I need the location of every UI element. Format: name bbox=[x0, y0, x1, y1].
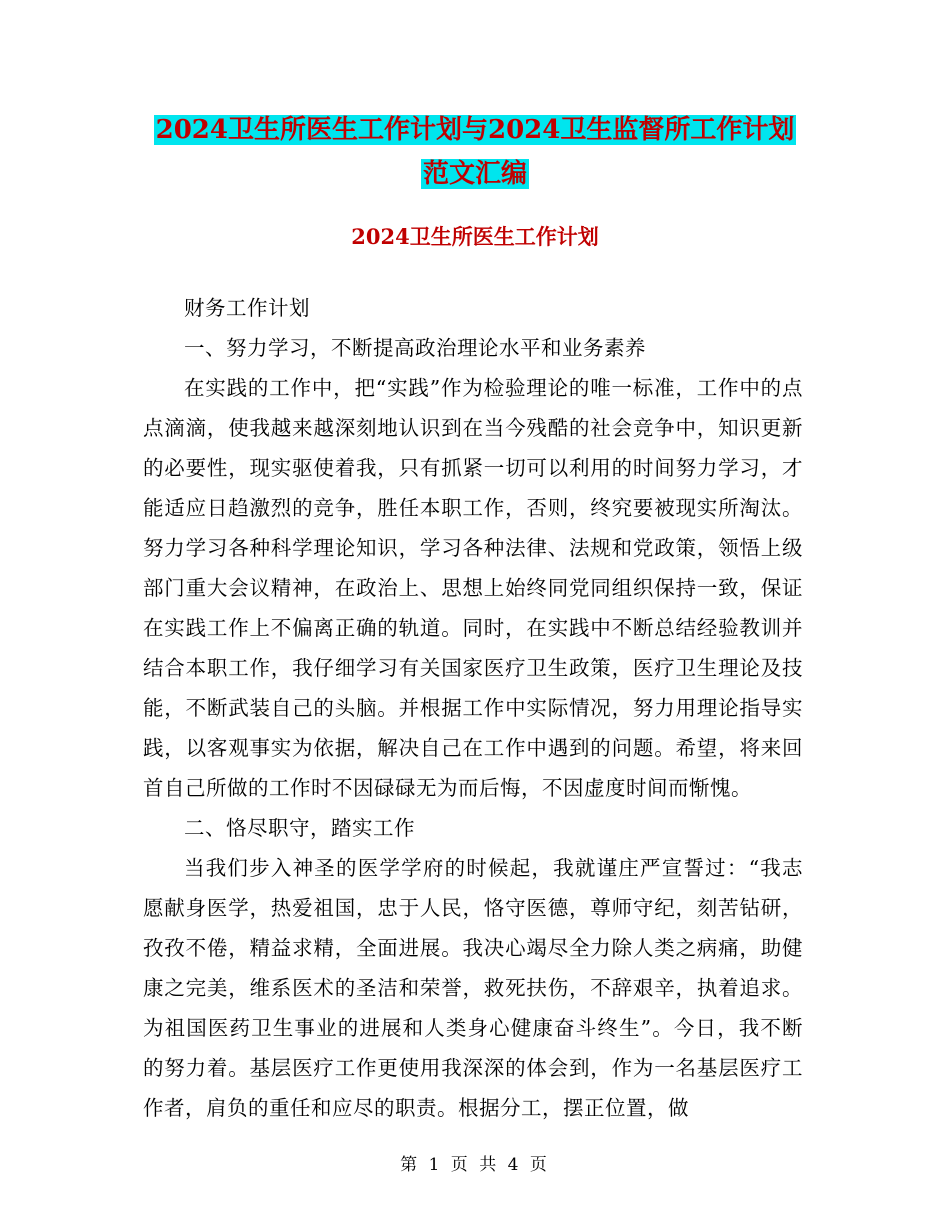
document-title-line-2 bbox=[0, 154, 950, 194]
paragraph: 一、努力学习，不断提高政治理论水平和业务素养 bbox=[184, 336, 646, 360]
paragraph: 在实践的工作中，把“实践”作为检验理论的唯一标准，工作中的点点滴滴，使我越来越深刻地认识到在当今残酷的社会竞争中，知识更新的必要性，现实驱使着我，只有抓紧一切可以利用的时间努力学习，才能适应日趋激烈的竞争，胜任本职工作，否则，终究要被现实所淘汰。努力学习各种科学理论知识，学习各种法律、法规和党政策，领悟上级部门重大会议精神，在政治上、思想上始终同党同组织保持一致，保证在实践工作上不偏离正确的轨道。同时，在实践中不断总结经验教训并结合本职工作，我仔细学习有关国家医疗卫生政策，医疗卫生理论及技能，不断武装自己的头脑。并根据工作中实际情况，努力用理论指导实践，以客观事实为依据，解决自己在工作中遇到的问题。希望，将来回首自己所做的工作时不因碌碌无为而后悔，不因虚度时间而惭愧。 bbox=[143, 376, 803, 800]
title-highlight: 2024卫生所医生工作计划与2024卫生监督所工作计划 bbox=[155, 115, 795, 145]
page-number-footer: 第 1 页 共 4 页 bbox=[400, 1155, 550, 1175]
paragraph: 当我们步入神圣的医学学府的时候起，我就谨庄严宣誓过：“我志愿献身医学，热爱祖国，忠于人民，恪守医德，尊师守纪，刻苦钻研，孜孜不倦，精益求精，全面进展。我决心竭尽全力除人类之病痛，助健康之完美，维系医术的圣洁和荣誉，救死扶伤，不辞艰辛，执着追求。为祖国医药卫生事业的进展和人类身心健康奋斗终生”。今日，我不断的努力着。基层医疗工作更使用我深深的体会到，作为一名基层医疗工作者，肩负的重任和应尽的职责。根据分工，摆正位置，做 bbox=[143, 856, 803, 1120]
document-body bbox=[143, 288, 803, 1128]
document-title-line-1 bbox=[0, 110, 950, 150]
section-title: 2024卫生所医生工作计划 bbox=[351, 224, 599, 249]
title-highlight: 范文汇编 bbox=[422, 159, 527, 189]
paragraph: 财务工作计划 bbox=[184, 296, 310, 320]
paragraph: 二、恪尽职守，踏实工作 bbox=[184, 816, 415, 840]
